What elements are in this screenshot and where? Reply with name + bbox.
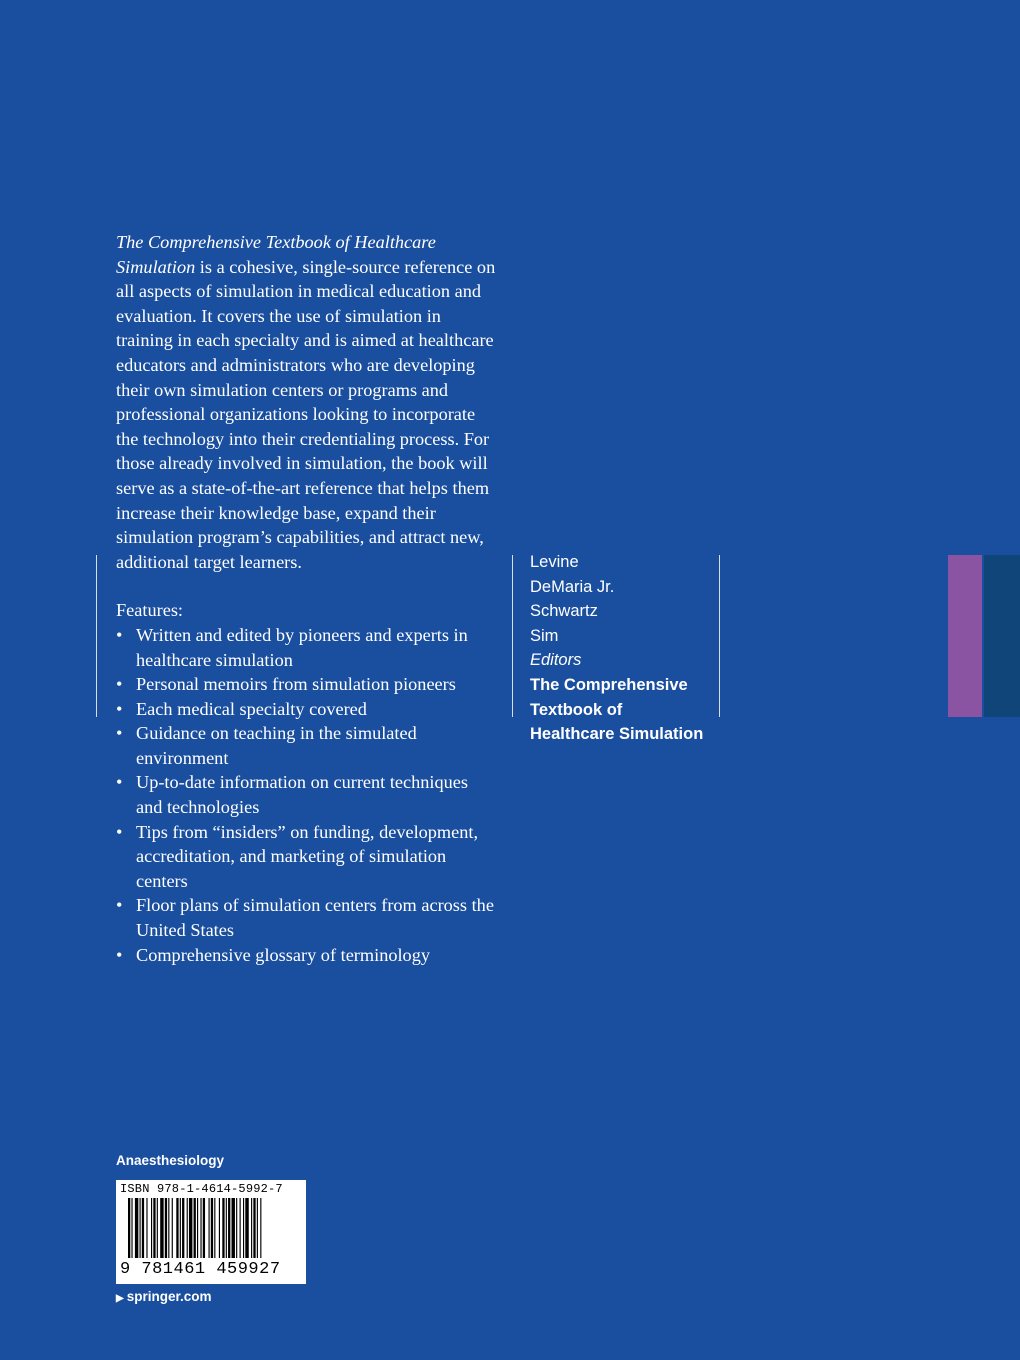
- feature-item: • Floor plans of simulation centers from across the United States: [116, 893, 496, 942]
- spine-book-title-line: The Comprehensive: [530, 675, 688, 694]
- subject-category: Anaesthesiology: [116, 1153, 225, 1168]
- feature-item: • Tips from “insiders” on funding, development, accreditation, and marketing of simulation centers: [116, 820, 496, 894]
- isbn-number: ISBN 978-1-4614-5992-7: [120, 1182, 283, 1196]
- feature-item: • Up-to-date information on current techniques and technologies: [116, 770, 496, 819]
- description-body: is a cohesive, single-source reference on all aspects of simulation in medical education and evaluation. It covers the use of simulation in training in each specialty and is aimed at healthcare educators and administrators who are developing their own simulation centers or programs and professional organizations looking to incorporate the technology into their credentialing process. For those already involved in simulation, the book will serve as a state-of-the-art reference that helps them increase their knowledge base, expand their simulation program’s capabilities, and attract new, additional target learners.: [116, 256, 496, 572]
- color-stripe-navy: [984, 555, 1020, 717]
- left-divider-line: [96, 555, 97, 717]
- feature-item: • Written and edited by pioneers and experts in healthcare simulation: [116, 623, 496, 672]
- back-cover-description: [116, 230, 496, 967]
- features-heading: Features:: [116, 600, 184, 621]
- editor-name: Schwartz: [530, 602, 598, 621]
- spine-editors-block: [530, 550, 720, 747]
- publisher-website[interactable]: [116, 1289, 211, 1304]
- play-arrow-icon: ▶: [116, 1293, 124, 1304]
- feature-item: • Each medical specialty covered: [116, 697, 496, 722]
- barcode-icon: [120, 1198, 302, 1260]
- editor-name: Levine: [530, 553, 579, 571]
- book-title-italic: The Comprehensive Textbook of Healthcare Simulation: [116, 232, 436, 277]
- description-paragraph: [116, 230, 496, 574]
- color-stripe-purple: [948, 555, 982, 717]
- feature-item: • Personal memoirs from simulation pioneers: [116, 672, 496, 697]
- barcode-digits: 9 781461 459927: [120, 1260, 281, 1279]
- spine-book-title-line: Textbook of: [530, 700, 623, 719]
- isbn-barcode: [116, 1180, 306, 1284]
- spine-book-title-line: Healthcare Simulation: [530, 725, 704, 744]
- editor-name: Sim: [530, 626, 559, 645]
- website-url: springer.com: [126, 1289, 212, 1304]
- features-list: [116, 623, 496, 967]
- editors-role: Editors: [530, 651, 582, 670]
- editor-name: DeMaria Jr.: [530, 577, 615, 596]
- feature-item: • Comprehensive glossary of terminology: [116, 943, 496, 968]
- center-divider-line: [512, 555, 513, 717]
- feature-item: • Guidance on teaching in the simulated environment: [116, 721, 496, 770]
